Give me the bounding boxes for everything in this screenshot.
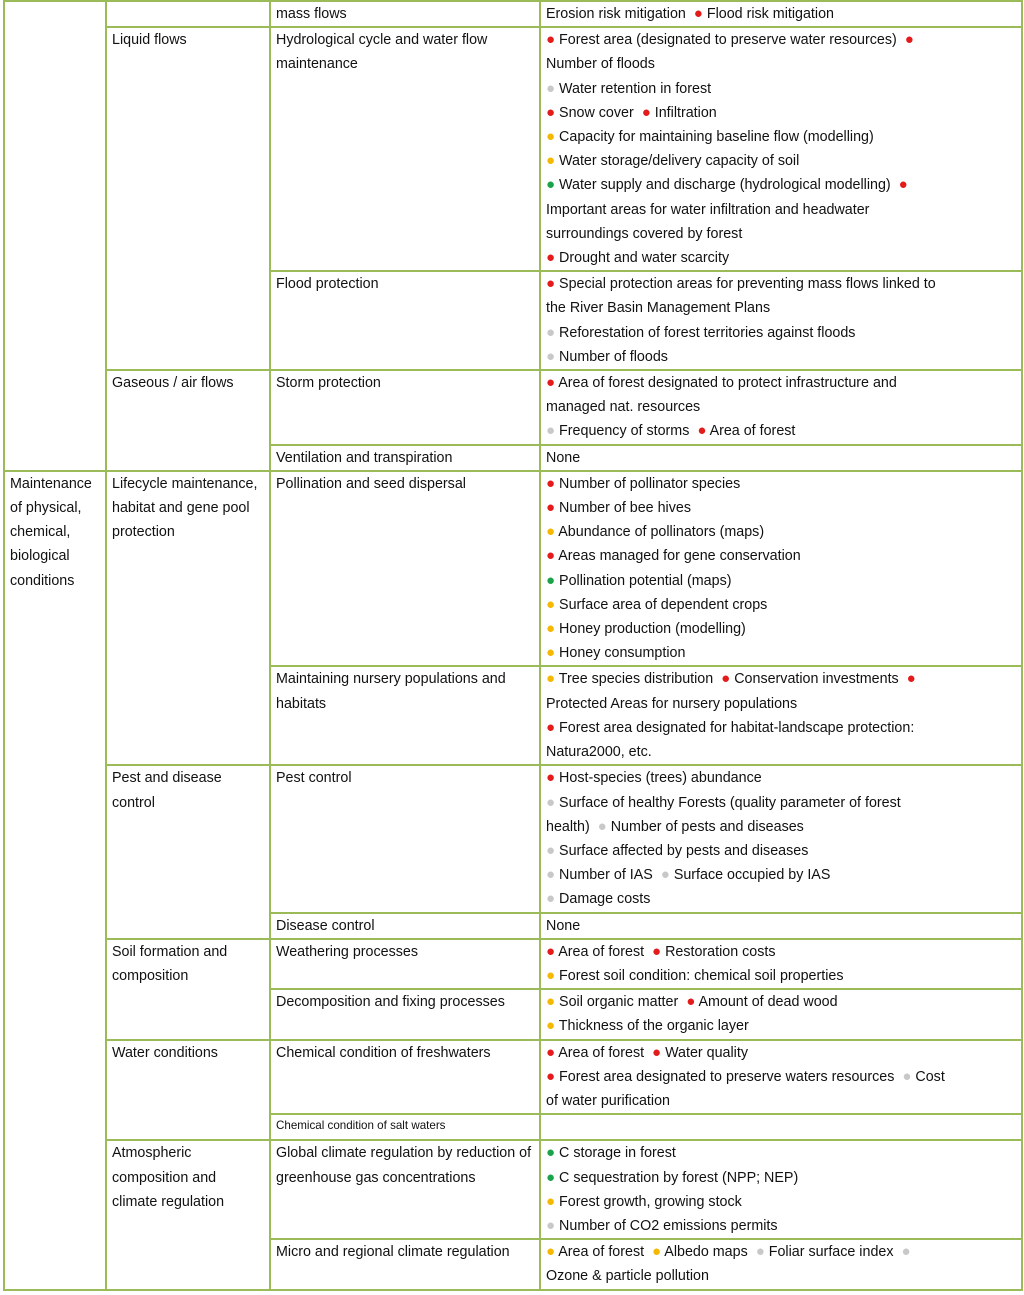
indicator-line xyxy=(546,1065,1016,1089)
red-dot-icon: ● xyxy=(546,1067,556,1085)
red-dot-icon: ● xyxy=(686,993,696,1011)
indicator-line xyxy=(546,246,1016,270)
service-cell: Maintaining nursery populations and habitats xyxy=(270,666,540,765)
red-dot-icon: ● xyxy=(641,103,651,121)
indicator-text: Forest soil condition: chemical soil properties xyxy=(559,967,844,984)
indicator-text: Special protection areas for preventing mass flows linked to xyxy=(559,276,936,293)
indicator-text: Forest growth, growing stock xyxy=(559,1193,742,1210)
indicator-line xyxy=(546,940,1016,964)
indicator-text: the River Basin Management Plans xyxy=(546,300,771,317)
indicator-text: Flood risk mitigation xyxy=(706,6,834,22)
indicator-text: Water supply and discharge (hydrological modelling) xyxy=(559,177,891,194)
service-cell: Storm protection xyxy=(270,370,540,445)
indicator-text: surroundings covered by forest xyxy=(546,225,743,242)
indicator-cell xyxy=(540,1114,1022,1140)
indicator-text: health) xyxy=(546,818,590,835)
service-cell: Micro and regional climate regulation xyxy=(270,1239,540,1289)
indicator-line xyxy=(546,740,1016,764)
indicator-cell xyxy=(540,271,1022,370)
indicator-text: Forest area designated for habitat-landscape protection: xyxy=(559,719,915,736)
indicator-line xyxy=(546,296,1016,320)
indicator-line xyxy=(546,77,1016,101)
red-dot-icon: ● xyxy=(546,275,556,293)
indicator-line xyxy=(546,815,1016,839)
table-row xyxy=(4,1140,1022,1239)
yellow-dot-icon: ● xyxy=(546,966,556,984)
class-cell: Water conditions xyxy=(106,1040,270,1141)
indicator-text: Area of forest xyxy=(558,943,645,960)
indicator-cell xyxy=(540,471,1022,667)
indicator-text: Capacity for maintaining baseline flow (modelling) xyxy=(559,129,874,146)
indicator-text: Important areas for water infiltration and headwater xyxy=(546,201,870,218)
indicator-line xyxy=(546,222,1016,246)
indicator-text: of water purification xyxy=(546,1092,670,1109)
indicator-text: Surface area of dependent crops xyxy=(559,596,768,613)
indicator-text: Forest area designated to preserve waters resources xyxy=(559,1068,895,1085)
indicator-line xyxy=(546,617,1016,641)
red-dot-icon: ● xyxy=(546,31,556,49)
indicator-cell xyxy=(540,989,1022,1039)
indicator-text: Conservation investments xyxy=(734,671,899,688)
indicator-line xyxy=(546,593,1016,617)
indicator-text: Areas managed for gene conservation xyxy=(558,548,801,565)
indicator-line xyxy=(546,321,1016,345)
indicator-text: Thickness of the organic layer xyxy=(558,1018,749,1035)
grey-dot-icon: ● xyxy=(660,866,670,884)
indicator-line xyxy=(546,1014,1016,1038)
indicator-line xyxy=(546,496,1016,520)
indicator-cell xyxy=(540,666,1022,765)
indicator-line xyxy=(546,1166,1016,1190)
red-dot-icon: ● xyxy=(546,942,556,960)
yellow-dot-icon: ● xyxy=(546,670,556,688)
table-row xyxy=(4,370,1022,445)
service-cell: Disease control xyxy=(270,913,540,939)
indicator-line xyxy=(546,569,1016,593)
indicator-line xyxy=(546,472,1016,496)
green-dot-icon: ● xyxy=(546,571,556,589)
indicator-line xyxy=(546,1041,1016,1065)
indicator-line xyxy=(546,520,1016,544)
indicator-cell xyxy=(540,1,1022,27)
indicator-line xyxy=(546,863,1016,887)
indicator-line xyxy=(546,667,1016,691)
indicator-line xyxy=(546,1190,1016,1214)
service-cell: Decomposition and fixing processes xyxy=(270,989,540,1039)
indicator-text: Amount of dead wood xyxy=(698,994,838,1011)
indicator-cell xyxy=(540,1040,1022,1115)
indicator-cell xyxy=(540,445,1022,471)
indicator-line xyxy=(546,1214,1016,1238)
indicator-line xyxy=(546,419,1016,443)
indicator-text: Surface affected by pests and diseases xyxy=(559,842,809,859)
indicator-text: Abundance of pollinators (maps) xyxy=(558,524,765,541)
yellow-dot-icon: ● xyxy=(546,1192,556,1210)
indicator-text: Number of floods xyxy=(546,56,655,73)
indicator-text: Infiltration xyxy=(654,104,717,121)
yellow-dot-icon: ● xyxy=(652,1243,662,1261)
green-dot-icon: ● xyxy=(546,1168,556,1186)
indicator-line xyxy=(546,173,1016,197)
indicator-text: Number of pests and diseases xyxy=(610,818,804,835)
indicator-text: Number of pollinator species xyxy=(559,475,741,492)
service-cell: Pest control xyxy=(270,765,540,912)
indicator-line xyxy=(546,1089,1016,1113)
service-cell: Weathering processes xyxy=(270,939,540,989)
red-dot-icon: ● xyxy=(546,474,556,492)
indicator-text: Tree species distribution xyxy=(558,671,714,688)
indicator-text: Reforestation of forest territories against floods xyxy=(559,324,856,341)
indicator-text: Forest area (designated to preserve water resources) xyxy=(559,32,897,49)
indicator-line xyxy=(546,345,1016,369)
indicator-line xyxy=(546,149,1016,173)
table-row xyxy=(4,939,1022,989)
indicator-text: Snow cover xyxy=(559,104,634,121)
indicator-text: Water retention in forest xyxy=(559,80,712,97)
indicator-line xyxy=(546,692,1016,716)
table-row xyxy=(4,471,1022,667)
table-row xyxy=(4,27,1022,271)
indicator-text: Frequency of storms xyxy=(559,423,690,440)
indicator-text: Cost xyxy=(915,1068,945,1085)
service-cell: Chemical condition of salt waters xyxy=(270,1114,540,1140)
indicator-line xyxy=(546,198,1016,222)
yellow-dot-icon: ● xyxy=(546,128,556,146)
indicator-text: Natura2000, etc. xyxy=(546,744,652,761)
table-row xyxy=(4,1040,1022,1115)
class-cell: Gaseous / air flows xyxy=(106,370,270,471)
indicator-text: None xyxy=(546,449,581,466)
grey-dot-icon: ● xyxy=(755,1243,765,1261)
indicator-cell xyxy=(540,27,1022,271)
indicator-line xyxy=(546,914,1016,938)
yellow-dot-icon: ● xyxy=(546,523,556,541)
indicator-text: Honey consumption xyxy=(559,645,686,662)
yellow-dot-icon: ● xyxy=(546,1243,556,1261)
indicator-text: Surface occupied by IAS xyxy=(673,867,831,884)
indicator-line xyxy=(546,101,1016,125)
table-row xyxy=(4,1,1022,27)
red-dot-icon: ● xyxy=(546,769,556,787)
indicator-text: Foliar surface index xyxy=(768,1244,894,1261)
indicator-line xyxy=(546,766,1016,790)
red-dot-icon: ● xyxy=(652,1043,662,1061)
indicator-text: Erosion risk mitigation xyxy=(546,6,686,22)
indicator-cell xyxy=(540,370,1022,445)
red-dot-icon: ● xyxy=(546,103,556,121)
indicator-text: Albedo maps xyxy=(664,1244,748,1261)
indicator-line xyxy=(546,791,1016,815)
indicator-text: Drought and water scarcity xyxy=(559,250,730,267)
indicator-cell xyxy=(540,913,1022,939)
grey-dot-icon: ● xyxy=(901,1243,911,1261)
grey-dot-icon: ● xyxy=(546,890,556,908)
indicator-line xyxy=(546,272,1016,296)
indicator-line xyxy=(546,371,1016,395)
indicator-cell xyxy=(540,765,1022,912)
indicator-line xyxy=(546,28,1016,52)
red-dot-icon: ● xyxy=(546,249,556,267)
red-dot-icon: ● xyxy=(904,31,914,49)
indicator-text: Honey production (modelling) xyxy=(559,621,746,638)
indicator-line xyxy=(546,990,1016,1014)
indicator-text: Surface of healthy Forests (quality parameter of forest xyxy=(559,794,901,811)
indicator-text: Water storage/delivery capacity of soil xyxy=(559,153,800,170)
indicator-text: C sequestration by forest (NPP; NEP) xyxy=(559,1169,799,1186)
red-dot-icon: ● xyxy=(693,5,703,22)
indicator-text: Host-species (trees) abundance xyxy=(559,770,762,787)
indicator-line xyxy=(546,964,1016,988)
grey-dot-icon: ● xyxy=(546,79,556,97)
green-dot-icon: ● xyxy=(546,1144,556,1162)
service-cell: Pollination and seed dispersal xyxy=(270,471,540,667)
indicator-text: Water quality xyxy=(665,1044,748,1061)
indicator-line xyxy=(546,641,1016,665)
service-cell: mass flows xyxy=(270,1,540,27)
indicator-text: Number of IAS xyxy=(559,867,653,884)
section-cell xyxy=(4,1,106,471)
class-cell: Atmospheric composition and climate regulation xyxy=(106,1140,270,1289)
grey-dot-icon: ● xyxy=(902,1067,912,1085)
grey-dot-icon: ● xyxy=(546,422,556,440)
red-dot-icon: ● xyxy=(652,942,662,960)
indicator-line xyxy=(546,125,1016,149)
red-dot-icon: ● xyxy=(898,176,908,194)
indicator-text: Area of forest xyxy=(558,1244,645,1261)
indicator-text: managed nat. resources xyxy=(546,399,701,416)
class-cell: Liquid flows xyxy=(106,27,270,370)
red-dot-icon: ● xyxy=(546,718,556,736)
section-cell: Maintenance of physical, chemical, biological conditions xyxy=(4,471,106,1290)
red-dot-icon: ● xyxy=(906,670,916,688)
indicator-text: Ozone & particle pollution xyxy=(546,1268,709,1285)
indicator-line xyxy=(546,839,1016,863)
red-dot-icon: ● xyxy=(546,499,556,517)
yellow-dot-icon: ● xyxy=(546,620,556,638)
yellow-dot-icon: ● xyxy=(546,152,556,170)
indicator-line xyxy=(546,544,1016,568)
indicator-text: Area of forest xyxy=(709,423,796,440)
indicator-cell xyxy=(540,939,1022,989)
red-dot-icon: ● xyxy=(546,374,556,392)
indicator-line xyxy=(546,52,1016,76)
grey-dot-icon: ● xyxy=(597,817,607,835)
indicator-line xyxy=(546,446,1016,470)
grey-dot-icon: ● xyxy=(546,793,556,811)
grey-dot-icon: ● xyxy=(546,866,556,884)
indicator-text: Restoration costs xyxy=(665,943,776,960)
indicator-text: Pollination potential (maps) xyxy=(559,572,732,589)
grey-dot-icon: ● xyxy=(546,1216,556,1234)
indicator-text: Damage costs xyxy=(559,891,651,908)
indicator-line xyxy=(546,887,1016,911)
red-dot-icon: ● xyxy=(721,670,731,688)
yellow-dot-icon: ● xyxy=(546,595,556,613)
indicator-text: Number of bee hives xyxy=(559,500,691,517)
yellow-dot-icon: ● xyxy=(546,993,556,1011)
service-cell: Global climate regulation by reduction of greenhouse gas concentrations xyxy=(270,1140,540,1239)
service-cell: Chemical condition of freshwaters xyxy=(270,1040,540,1115)
yellow-dot-icon: ● xyxy=(546,644,556,662)
indicator-line xyxy=(546,1240,1016,1264)
indicator-text: Area of forest xyxy=(558,1044,645,1061)
service-cell: Hydrological cycle and water flow maintenance xyxy=(270,27,540,271)
class-cell xyxy=(106,1,270,27)
indicator-line xyxy=(546,716,1016,740)
grey-dot-icon: ● xyxy=(546,841,556,859)
indicator-text: Number of CO2 emissions permits xyxy=(559,1217,778,1234)
service-cell: Ventilation and transpiration xyxy=(270,445,540,471)
table-row xyxy=(4,765,1022,912)
red-dot-icon: ● xyxy=(697,422,707,440)
service-cell: Flood protection xyxy=(270,271,540,370)
indicator-text: Protected Areas for nursery populations xyxy=(546,695,798,712)
indicator-line xyxy=(546,395,1016,419)
indicator-line xyxy=(546,2,1016,26)
grey-dot-icon: ● xyxy=(546,347,556,365)
class-cell: Soil formation and composition xyxy=(106,939,270,1040)
red-dot-icon: ● xyxy=(546,547,556,565)
yellow-dot-icon: ● xyxy=(546,1017,556,1035)
indicator-text: Number of floods xyxy=(559,348,668,365)
class-cell: Pest and disease control xyxy=(106,765,270,938)
indicator-cell xyxy=(540,1140,1022,1239)
red-dot-icon: ● xyxy=(546,1043,556,1061)
indicator-text: Area of forest designated to protect infrastructure and xyxy=(558,375,897,392)
grey-dot-icon: ● xyxy=(546,323,556,341)
indicator-line xyxy=(546,1141,1016,1165)
indicator-cell xyxy=(540,1239,1022,1289)
ecosystem-services-indicator-table xyxy=(3,0,1023,1291)
indicator-line xyxy=(546,1264,1016,1288)
green-dot-icon: ● xyxy=(546,176,556,194)
class-cell: Lifecycle maintenance, habitat and gene pool protection xyxy=(106,471,270,765)
indicator-text: C storage in forest xyxy=(559,1145,676,1162)
indicator-text: Soil organic matter xyxy=(559,994,679,1011)
indicator-text: None xyxy=(546,917,581,934)
